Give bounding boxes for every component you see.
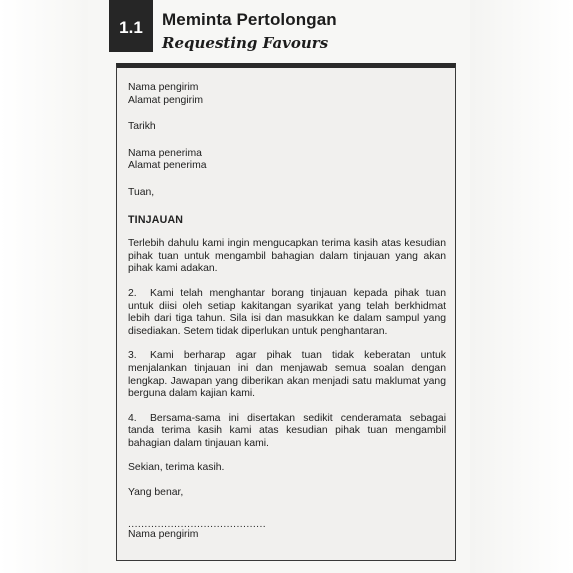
signature-line: .......................................... xyxy=(128,518,267,530)
salutation: Tuan, xyxy=(128,186,155,198)
letter-subject: TINJAUAN xyxy=(128,213,184,226)
paragraph-3-number: 3. xyxy=(128,350,137,362)
section-subtitle: Requesting Favours xyxy=(162,34,329,52)
page-margin-left xyxy=(0,0,88,573)
page-margin-right xyxy=(470,0,573,573)
closing: Sekian, terima kasih. xyxy=(128,462,225,474)
paragraph-4 xyxy=(128,413,446,451)
sender-name: Nama pengirim xyxy=(128,82,199,93)
paragraph-1-text: Terlebih dahulu kami ingin mengucapkan terima kasih atas kesudian pihak tuan untuk mengambil bahagian dalam tinjauan yang akan pihak kami adakan. xyxy=(128,238,446,275)
paragraph-4-text: Bersama-sama ini disertakan sedikit cenderamata sebagai tanda terima kasih kami atas kesudian pihak tuan mengambil bahagian dalam tinjauan kami. xyxy=(128,412,446,449)
recipient-address: Alamat penerima xyxy=(128,160,207,172)
signature-name: Nama pengirim xyxy=(128,528,199,540)
paragraph-3 xyxy=(128,350,446,400)
paragraph-1 xyxy=(128,238,446,276)
letter-frame xyxy=(116,63,456,561)
paragraph-4-number: 4. xyxy=(128,412,137,424)
sender-address: Alamat pengirim xyxy=(128,94,204,106)
paragraph-2-text: Kami telah menghantar borang tinjauan kepada pihak tuan untuk diisi oleh setiap kakitangan syarikat yang telah berkhidmat lebih dari tiga tahun. Sila isi dan masukkan ke dalam sampul yang disediakan. Setem tidak diperlukan untuk penghantaran. xyxy=(128,287,446,337)
paragraph-2 xyxy=(128,288,446,338)
paragraph-3-text: Kami berharap agar pihak tuan tidak keberatan untuk menjalankan tinjauan ini dan menjawab semua soalan dengan lengkap. Jawapan yang diberikan akan menjadi satu maklumat yang berguna dalam kajian kami. xyxy=(128,350,446,400)
date-label: Tarikh xyxy=(128,121,156,133)
section-title: Meminta Pertolongan xyxy=(162,10,337,29)
letter-body xyxy=(128,82,446,541)
section-number-badge xyxy=(109,0,153,52)
recipient-name: Nama penerima xyxy=(128,147,202,159)
paragraph-2-number: 2. xyxy=(128,287,137,299)
sign-off: Yang benar, xyxy=(128,487,184,499)
section-number: 1.1 xyxy=(119,18,143,37)
